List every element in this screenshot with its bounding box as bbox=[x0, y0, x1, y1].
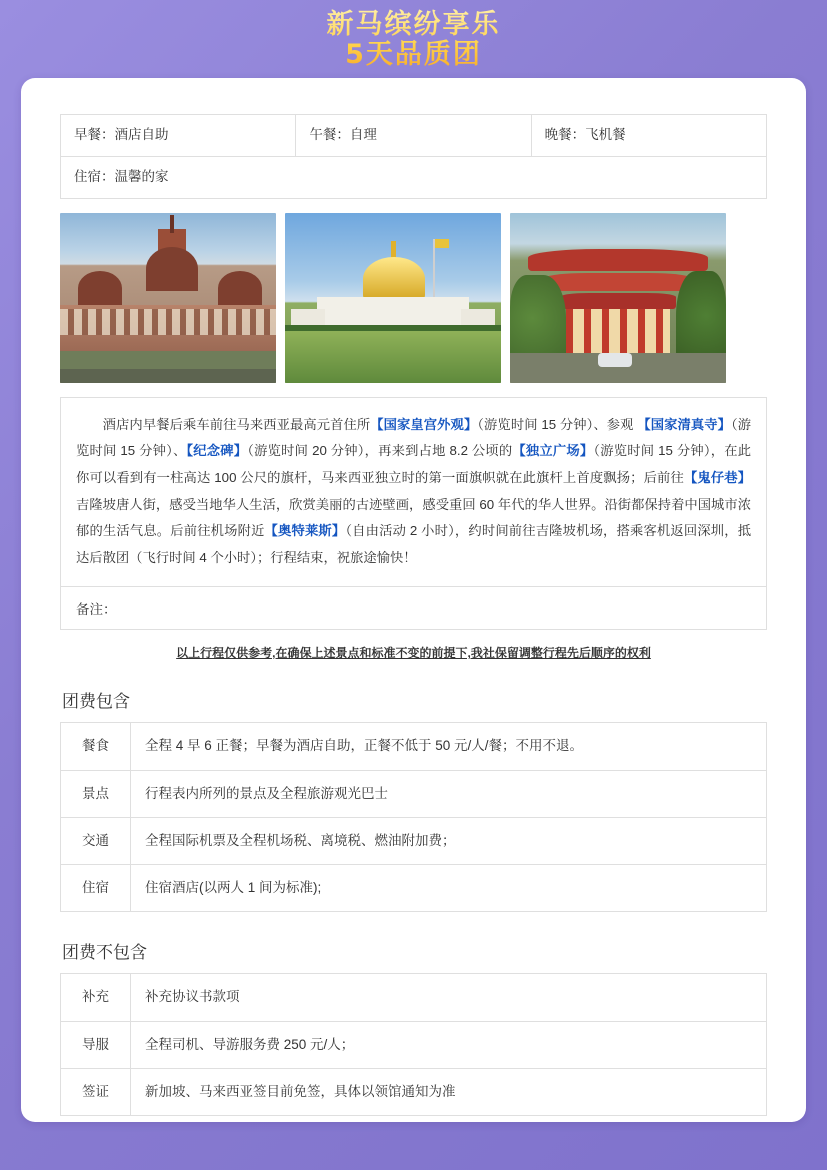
banner-title bbox=[301, 6, 527, 76]
table-row bbox=[61, 115, 767, 157]
itinerary-seg4: （游览时间 20 分钟），再来到占地 8.2 公顷的 bbox=[247, 443, 513, 459]
included-key-2: 交通 bbox=[61, 817, 131, 864]
photo-istana-negara-palace bbox=[285, 213, 501, 383]
card-inner bbox=[21, 78, 806, 1116]
highlight-outlets: 【奥特莱斯】 bbox=[264, 523, 346, 539]
highlight-merdeka-square: 【独立广场】 bbox=[512, 443, 594, 459]
excluded-key-0: 补充 bbox=[61, 974, 131, 1021]
excluded-value-2: 新加坡、马来西亚签目前免签，具体以领馆通知为准 bbox=[131, 1068, 767, 1115]
table-row bbox=[61, 865, 767, 912]
included-key-0: 餐食 bbox=[61, 723, 131, 770]
highlight-national-palace: 【国家皇宫外观】 bbox=[370, 416, 478, 432]
itinerary-seg6: 吉隆坡唐人街，感受当地华人生活，欣赏美丽的古迹壁画，感受重回 60 年代的华人世界。沿街都保持着中国城市浓郁的生活气息。后前往机场附近 bbox=[76, 496, 751, 539]
excluded-key-2: 签证 bbox=[61, 1068, 131, 1115]
highlight-monument: 【纪念碑】 bbox=[186, 443, 248, 459]
disclaimer-notice: 以上行程仅供参考,在确保上述景点和标准不变的前提下,我社保留调整行程先后顺序的权利 bbox=[176, 646, 651, 661]
banner-title-line1: 新马缤纷享乐 bbox=[326, 9, 501, 40]
photo-sultan-abdul-samad-building bbox=[60, 213, 276, 383]
itinerary-seg7: （自由活动 2 小时），约时间前往吉隆坡机场，搭乘客机返回深圳，抵达后散团（飞行时间 4 个小时）；行程结束，祝旅途愉快！ bbox=[76, 523, 752, 565]
banner-title-line2: 5天品质团 bbox=[345, 39, 482, 70]
included-key-1: 景点 bbox=[61, 770, 131, 817]
included-value-3: 住宿酒店(以两人 1 间为标准); bbox=[131, 865, 767, 912]
highlight-national-mosque: 【国家清真寺】 bbox=[637, 416, 731, 432]
table-row bbox=[61, 156, 767, 198]
photo-gallery bbox=[60, 213, 767, 383]
included-key-3: 住宿 bbox=[61, 865, 131, 912]
remark-label: 备注： bbox=[76, 602, 117, 618]
section-title-included: 团费包含 bbox=[62, 692, 130, 712]
table-row bbox=[61, 1068, 767, 1115]
table-row bbox=[61, 770, 767, 817]
excluded-table bbox=[60, 973, 767, 1116]
breakfast-cell: 早餐：酒店自助 bbox=[61, 115, 296, 157]
included-table bbox=[60, 722, 767, 912]
excluded-key-1: 导服 bbox=[61, 1021, 131, 1068]
included-value-2: 全程国际机票及全程机场税、离境税、燃油附加费； bbox=[131, 817, 767, 864]
itinerary-seg2: （游览时间 15 分钟）、参观 bbox=[477, 416, 638, 432]
lunch-cell: 午餐：自理 bbox=[296, 115, 531, 157]
content-card bbox=[21, 78, 806, 1122]
excluded-value-0: 补充协议书款项 bbox=[131, 974, 767, 1021]
remark-row bbox=[60, 587, 767, 630]
itinerary-seg3: （游览时间 15 分钟）、 bbox=[76, 416, 752, 459]
table-row bbox=[61, 974, 767, 1021]
table-row bbox=[61, 817, 767, 864]
itinerary-seg5: （游览时间 15 分钟），在此你可以看到有一柱高达 100 公尺的旗杆，马来西亚独立时的第一面旗帜就在此旗杆上首度飘扬；后前往 bbox=[76, 443, 751, 485]
hotel-cell: 住宿：温馨的家 bbox=[61, 156, 767, 198]
itinerary-description bbox=[60, 397, 767, 588]
banner bbox=[0, 6, 827, 76]
dinner-cell: 晚餐：飞机餐 bbox=[531, 115, 766, 157]
photo-chinese-temple bbox=[510, 213, 726, 383]
excluded-value-1: 全程司机、导游服务费 250 元/人； bbox=[131, 1021, 767, 1068]
meals-table bbox=[60, 114, 767, 199]
highlight-kwai-chai-hong: 【鬼仔巷】 bbox=[683, 469, 752, 485]
included-value-0: 全程 4 早 6 正餐；早餐为酒店自助，正餐不低于 50 元/人/餐；不用不退。 bbox=[131, 723, 767, 770]
included-value-1: 行程表内所列的景点及全程旅游观光巴士 bbox=[131, 770, 767, 817]
section-title-excluded: 团费不包含 bbox=[62, 943, 147, 963]
table-row bbox=[61, 1021, 767, 1068]
itinerary-seg1: 酒店内早餐后乘车前往马来西亚最高元首住所 bbox=[102, 416, 371, 432]
table-row bbox=[61, 723, 767, 770]
